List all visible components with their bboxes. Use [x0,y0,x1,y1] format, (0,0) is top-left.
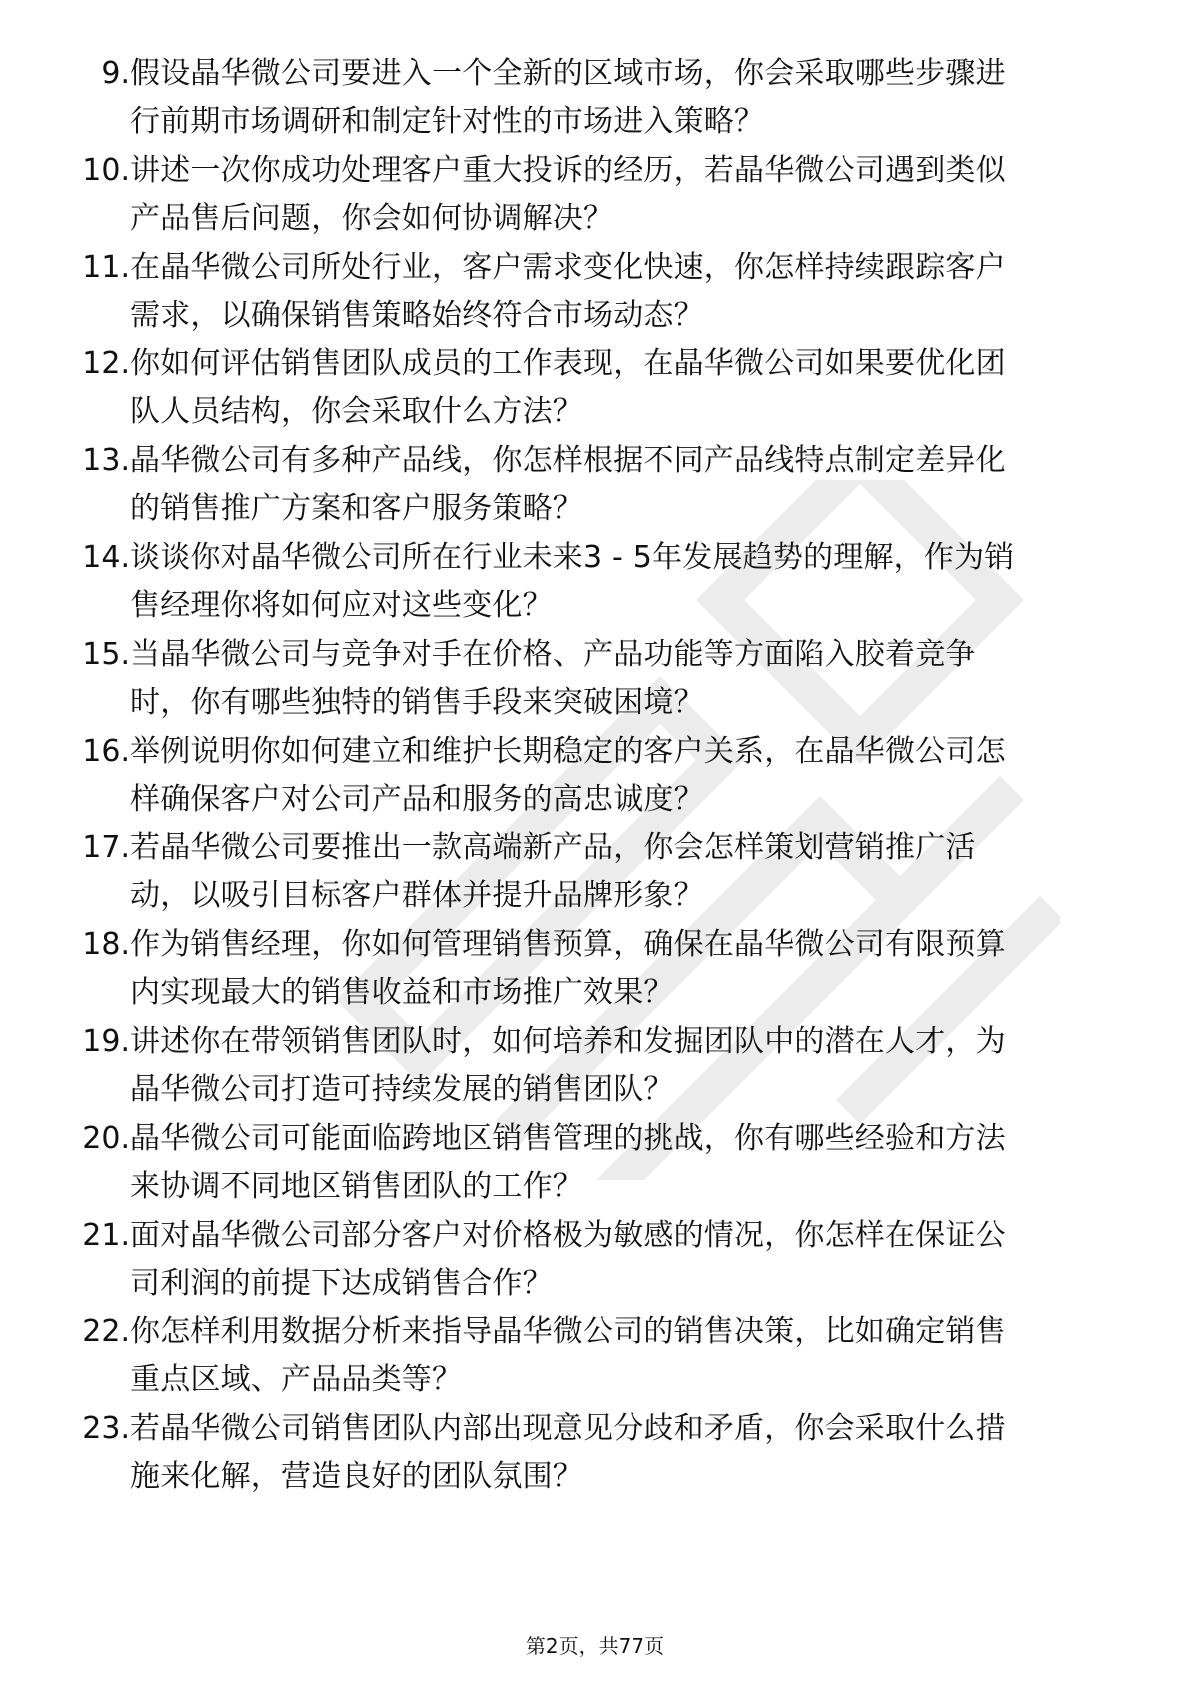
question-text: 你如何评估销售团队成员的工作表现，在晶华微公司如果要优化团队人员结构，你会采取什么方法？ [130,346,1006,430]
question-item [58,1115,1118,1212]
question-text: 面对晶华微公司部分客户对价格极为敏感的情况，你怎样在保证公司利润的前提下达成销售合作？ [130,1217,1006,1301]
question-item [58,1018,1118,1115]
question-number: 23. [82,1411,130,1447]
question-item [58,1212,1118,1309]
question-text: 若晶华微公司要推出一款高端新产品，你会怎样策划营销推广活动，以吸引目标客户群体并提升品牌形象？ [130,830,976,914]
question-text: 在晶华微公司所处行业，客户需求变化快速，你怎样持续跟踪客户需求，以确保销售策略始终符合市场动态？ [130,249,1006,333]
question-number: 10. [82,152,130,188]
question-text: 当晶华微公司与竞争对手在价格、产品功能等方面陷入胶着竞争时，你有哪些独特的销售手段来突破困境？ [130,636,976,720]
question-item [58,534,1118,631]
page-footer: 第2页，共77页 [525,1634,665,1658]
question-number: 15. [82,636,130,672]
question-item [58,631,1118,728]
question-number: 17. [82,830,130,866]
question-number: 13. [82,443,130,479]
question-item [58,1308,1118,1405]
question-item [58,921,1118,1018]
question-text: 讲述你在带领销售团队时，如何培养和发掘团队中的潜在人才，为晶华微公司打造可持续发展的销售团队？ [130,1023,1006,1107]
question-item [58,437,1118,534]
question-number: 22. [82,1314,130,1350]
question-number: 18. [82,927,130,963]
question-number: 21. [82,1217,130,1253]
question-item [58,1405,1118,1502]
question-item [58,50,1118,147]
question-text: 你怎样利用数据分析来指导晶华微公司的销售决策，比如确定销售重点区域、产品品类等？ [130,1314,1006,1398]
question-item [58,244,1118,341]
question-number: 14. [82,539,130,575]
question-text: 假设晶华微公司要进入一个全新的区域市场，你会采取哪些步骤进行前期市场调研和制定针对性的市场进入策略？ [130,56,1006,139]
question-text: 讲述一次你成功处理客户重大投诉的经历，若晶华微公司遇到类似产品售后问题，你会如何协调解决？ [130,152,1006,236]
question-item [58,824,1118,921]
question-text: 若晶华微公司销售团队内部出现意见分歧和矛盾，你会采取什么措施来化解，营造良好的团队氛围？ [130,1411,1006,1495]
question-text: 作为销售经理，你如何管理销售预算，确保在晶华微公司有限预算内实现最大的销售收益和市场推广效果？ [130,927,1006,1011]
question-text: 晶华微公司有多种产品线，你怎样根据不同产品线特点制定差异化的销售推广方案和客户服务策略？ [130,443,1006,527]
question-number: 12. [82,346,130,382]
question-number: 11. [82,249,130,285]
question-item [58,340,1118,437]
question-list [58,50,1118,1502]
question-number: 20. [82,1120,130,1156]
question-number: 9. [101,56,130,91]
question-item [58,728,1118,825]
question-text: 晶华微公司可能面临跨地区销售管理的挑战，你有哪些经验和方法来协调不同地区销售团队的工作？ [130,1120,1006,1204]
question-item [58,147,1118,244]
question-number: 19. [82,1023,130,1059]
question-text: 举例说明你如何建立和维护长期稳定的客户关系，在晶华微公司怎样确保客户对公司产品和服务的高忠诚度？ [130,733,1006,817]
question-number: 16. [82,733,130,769]
question-text: 谈谈你对晶华微公司所在行业未来3 - 5年发展趋势的理解，作为销售经理你将如何应对这些变化？ [130,539,1015,623]
